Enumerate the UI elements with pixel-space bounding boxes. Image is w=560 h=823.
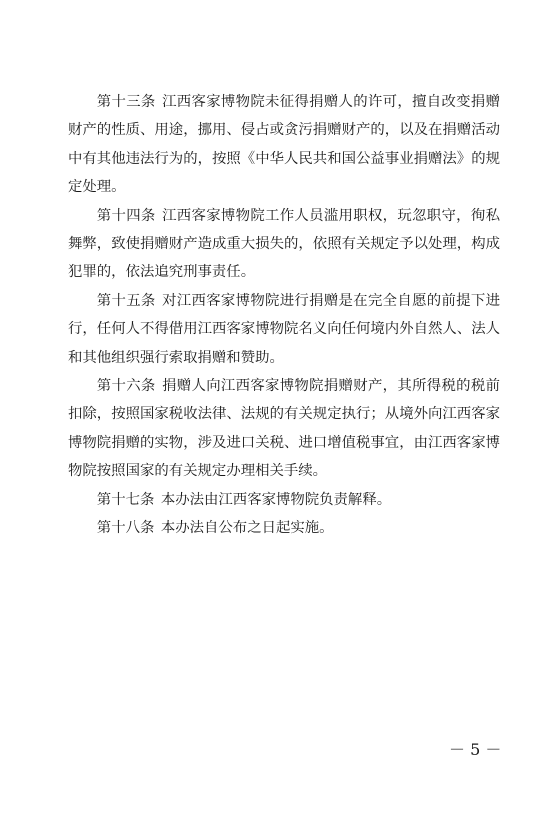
article-text: 本办法由江西客家博物院负责解释。 <box>160 491 392 508</box>
article-text: 江西客家博物院工作人员滥用职权，玩忽职守，徇私舞弊，致使捐赠财产造成重大损失的，依照有关规定予以处理，构成犯罪的，依法追究刑事责任。 <box>68 207 500 281</box>
article-number: 第十七条 <box>96 491 155 508</box>
article-text: 本办法自公布之日起实施。 <box>160 520 334 537</box>
article-number: 第十五条 <box>96 292 156 309</box>
article-number: 第十八条 <box>96 520 155 537</box>
article-17 <box>68 486 500 514</box>
article-14 <box>68 202 500 287</box>
article-18 <box>68 514 500 542</box>
article-15 <box>68 287 500 372</box>
article-text: 对江西客家博物院进行捐赠是在完全自愿的前提下进行，任何人不得借用江西客家博物院名义向任何境内外自然人、法人和其他组织强行索取捐赠和赞助。 <box>68 292 500 366</box>
article-text: 江西客家博物院未征得捐赠人的许可，擅自改变捐赠财产的性质、用途，挪用、侵占或贪污捐赠财产的，以及在捐赠活动中有其他违法行为的，按照《中华人民共和国公益事业捐赠法》的规定处理。 <box>68 94 500 196</box>
article-number: 第十三条 <box>96 94 156 110</box>
article-16 <box>68 372 500 486</box>
article-13 <box>68 88 500 202</box>
document-body <box>68 88 500 543</box>
article-text: 捐赠人向江西客家博物院捐赠财产，其所得税的税前扣除，按照国家税收法律、法规的有关规定执行；从境外向江西客家博物院捐赠的实物，涉及进口关税、进口增值税事宜，由江西客家博物院按照国家的有关规定办理相关手续。 <box>68 378 500 480</box>
article-number: 第十六条 <box>96 378 156 395</box>
article-number: 第十四条 <box>96 207 156 224</box>
page-number: － 5 － <box>449 740 502 759</box>
